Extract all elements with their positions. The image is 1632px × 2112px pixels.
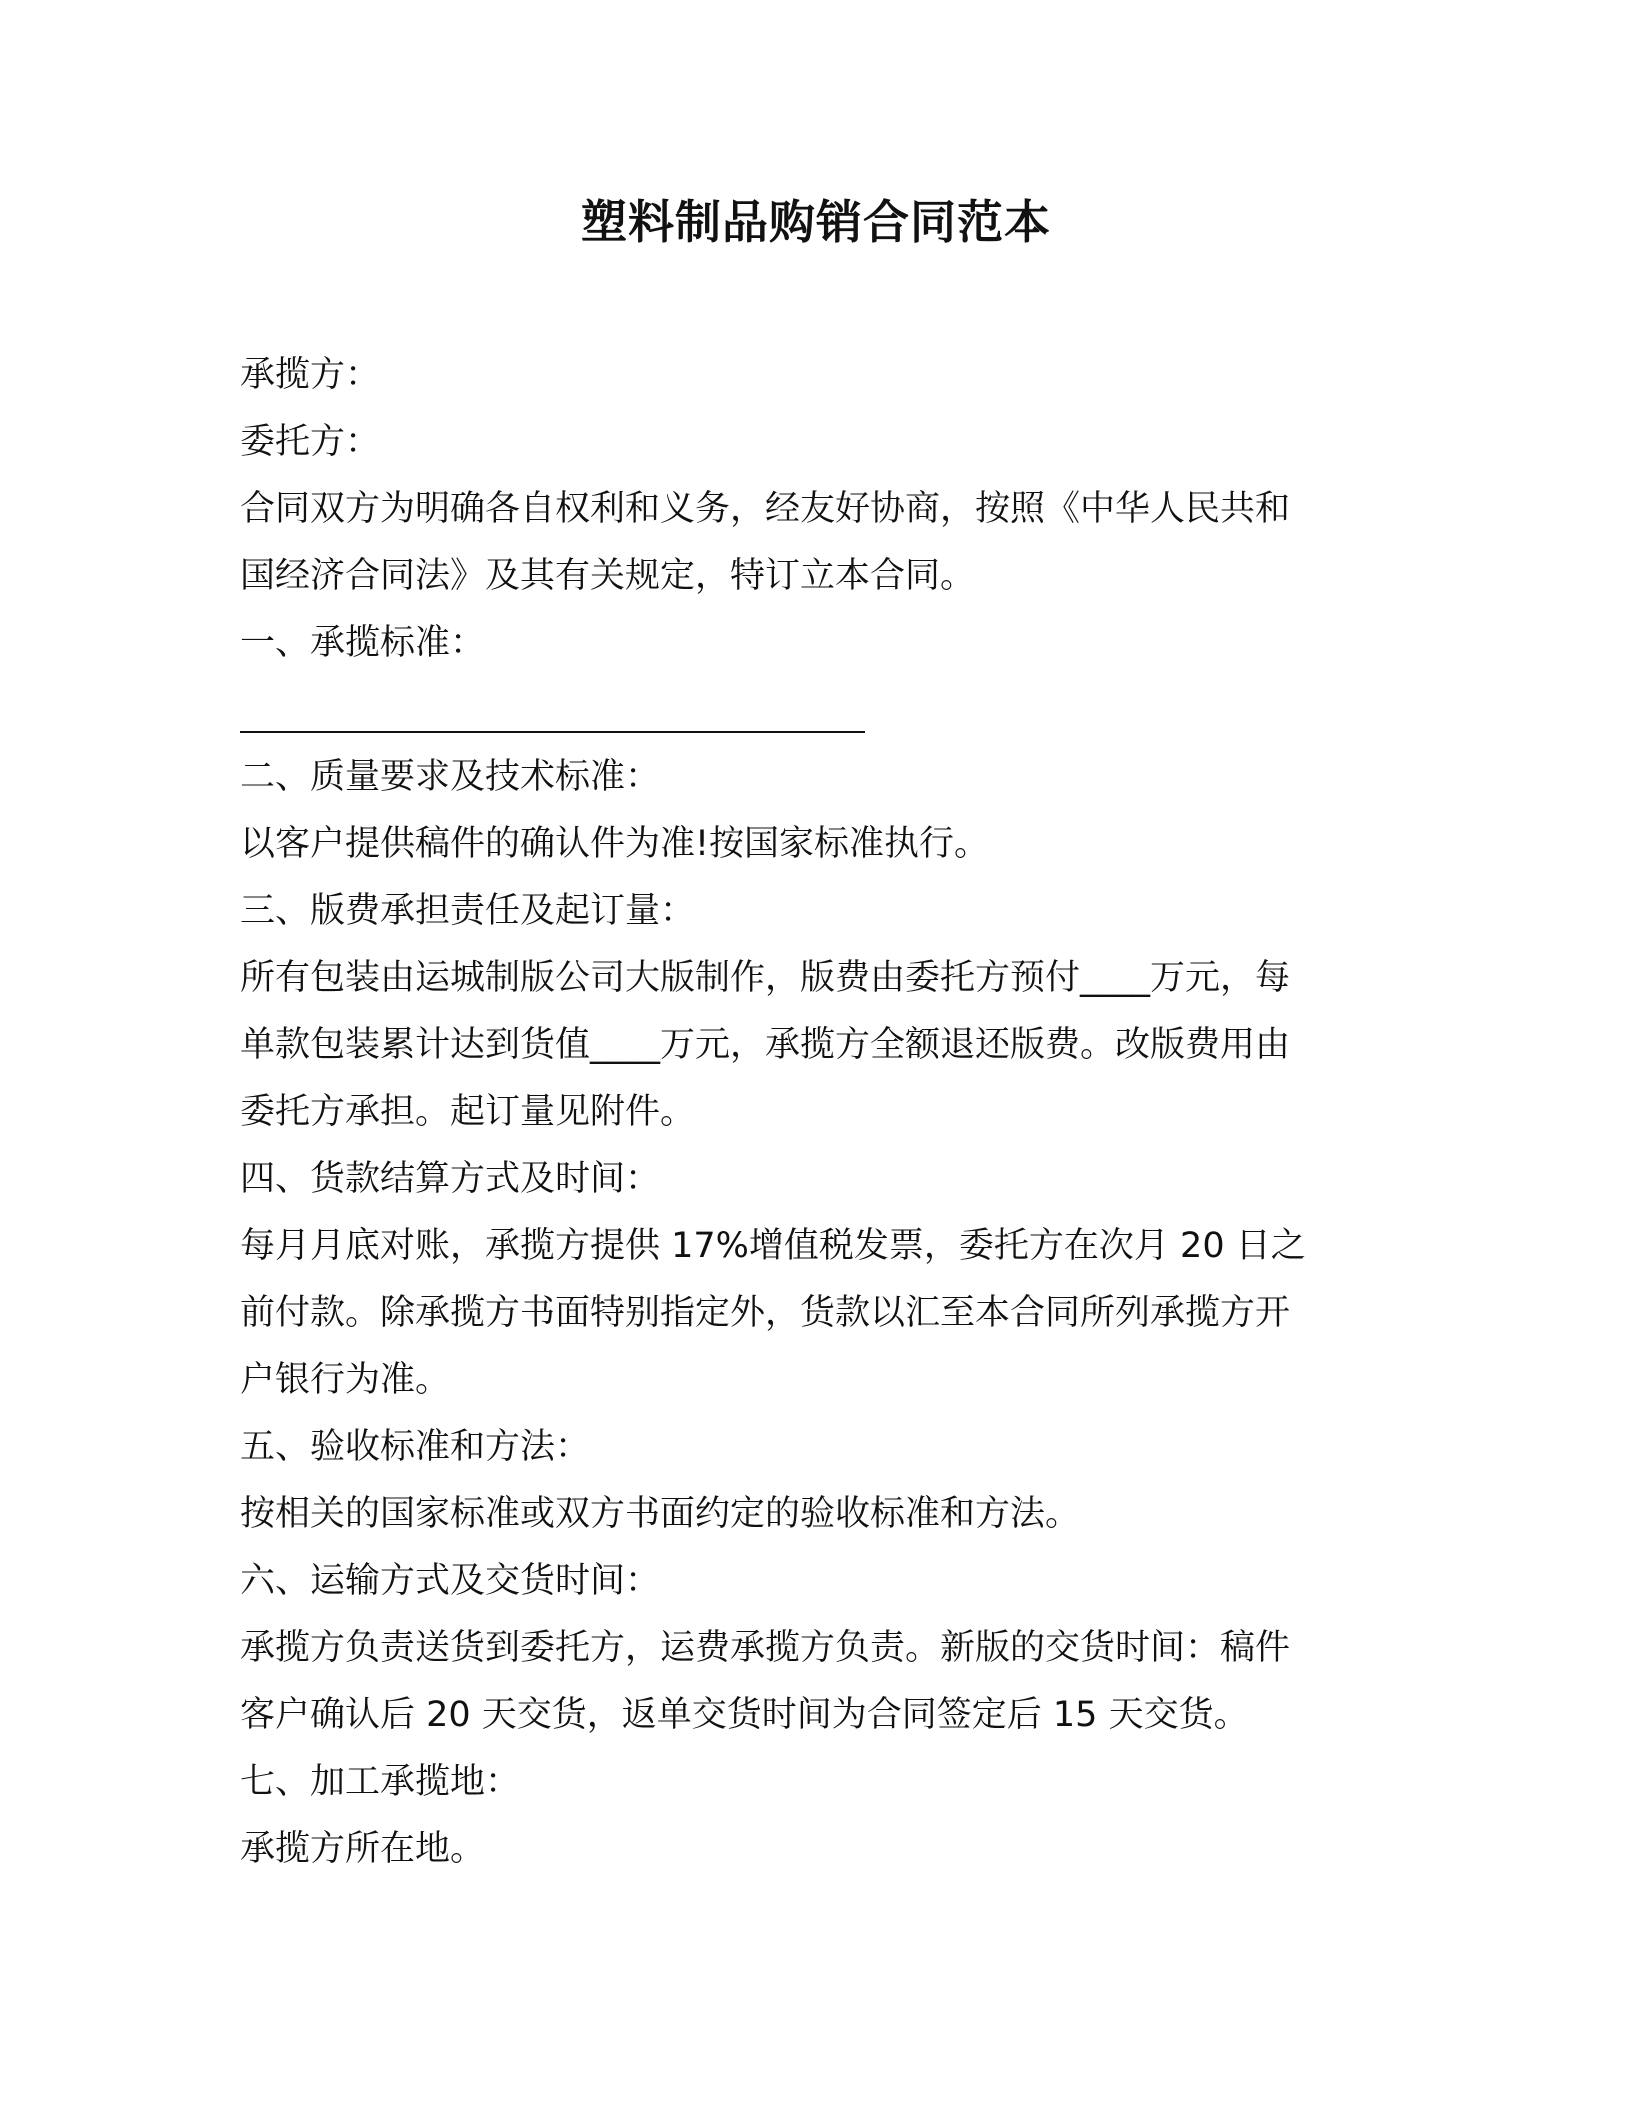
section-5-heading: 五、验收标准和方法： <box>240 1427 591 1467</box>
section-2-text: 以客户提供稿件的确认件为准!按国家标准执行。 <box>240 824 990 864</box>
section-4-text-line-1: 每月月底对账，承揽方提供 17%增值税发票，委托方在次月 20 日之 <box>240 1226 1306 1266</box>
fill-in-underline <box>240 731 865 733</box>
section-1-fill-blank <box>240 677 1380 744</box>
section-6-text-line-1: 承揽方负责送货到委托方，运费承揽方负责。新版的交货时间：稿件 <box>240 1628 1291 1668</box>
section-6-text-line-2: 客户确认后 20 天交货，返单交货时间为合同签定后 15 天交货。 <box>240 1695 1249 1735</box>
section-7-text: 承揽方所在地。 <box>240 1829 486 1869</box>
document-title: 塑料制品购销合同范本 <box>581 195 1051 249</box>
section-4-text-line-2: 前付款。除承揽方书面特别指定外，货款以汇至本合同所列承揽方开 <box>240 1293 1291 1333</box>
contractor-label: 承揽方： <box>240 355 381 395</box>
section-3-text-line-3: 委托方承担。起订量见附件。 <box>240 1092 696 1132</box>
preamble-line-2: 国经济合同法》及其有关规定，特订立本合同。 <box>240 556 976 596</box>
section-7-heading: 七、加工承揽地： <box>240 1762 521 1802</box>
section-6-heading: 六、运输方式及交货时间： <box>240 1561 661 1601</box>
section-4-heading: 四、货款结算方式及时间： <box>240 1159 661 1199</box>
section-3-text-line-2: 单款包装累计达到货值____万元，承揽方全额退还版费。改版费用由 <box>240 1025 1291 1065</box>
client-label: 委托方： <box>240 422 381 462</box>
preamble-line-1: 合同双方为明确各自权利和义务，经友好协商，按照《中华人民共和 <box>240 489 1291 529</box>
section-1-heading: 一、承揽标准： <box>240 623 486 663</box>
section-5-text: 按相关的国家标准或双方书面约定的验收标准和方法。 <box>240 1494 1081 1534</box>
section-3-text-line-1: 所有包装由运城制版公司大版制作，版费由委托方预付____万元，每 <box>240 958 1291 998</box>
section-4-text-line-3: 户银行为准。 <box>240 1360 451 1400</box>
section-2-heading: 二、质量要求及技术标准： <box>240 757 661 797</box>
document-body <box>240 342 1380 1883</box>
section-3-heading: 三、版费承担责任及起订量： <box>240 891 696 931</box>
